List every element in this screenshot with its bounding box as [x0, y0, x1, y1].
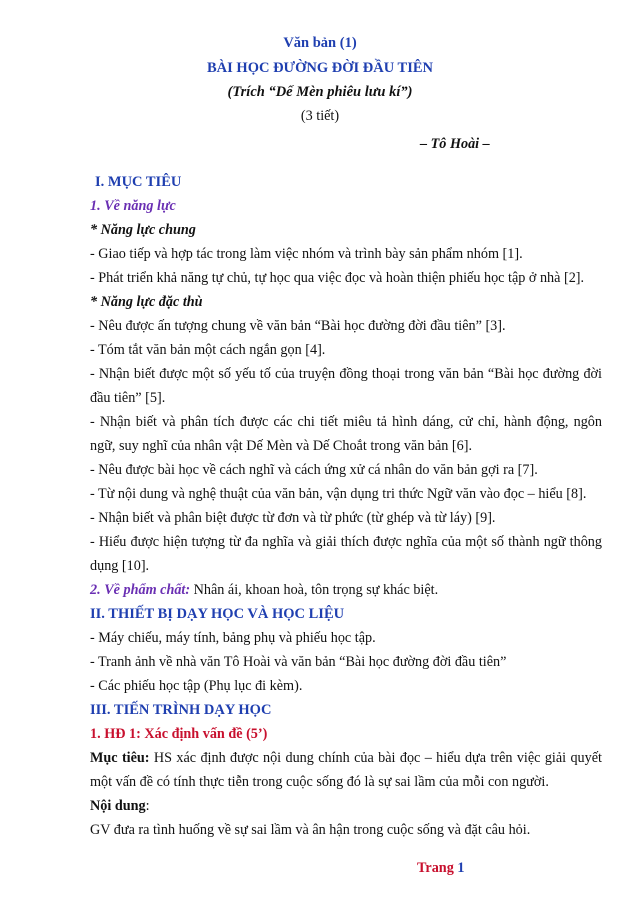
- list-item: - Hiểu được hiện tượng từ đa nghĩa và giải thích được nghĩa của một số thành ngữ thông dụng [10].: [90, 534, 602, 574]
- list-item: - Tóm tắt văn bản một cách ngắn gọn [4].: [90, 342, 326, 358]
- content-colon: :: [145, 798, 150, 814]
- section-heading-process: III. TIẾN TRÌNH DẠY HỌC: [90, 702, 272, 718]
- content-text: GV đưa ra tình huống về sự sai lầm và ân hận trong cuộc sống và đặt câu hỏi.: [90, 822, 531, 838]
- page-number: 1: [457, 860, 465, 876]
- subheading-quality: 2. Về phẩm chất:: [90, 582, 191, 598]
- list-item: - Nêu được bài học về cách nghĩ và cách ứng xử cá nhân do văn bản gợi ra [7].: [90, 462, 538, 478]
- section-heading-equipment: II. THIẾT BỊ DẠY HỌC VÀ HỌC LIỆU: [90, 606, 345, 622]
- list-item: - Máy chiếu, máy tính, bảng phụ và phiếu học tập.: [90, 630, 376, 646]
- text-title: BÀI HỌC ĐƯỜNG ĐỜI ĐẦU TIÊN: [207, 60, 433, 76]
- list-item: - Giao tiếp và hợp tác trong làm việc nhóm và trình bày sản phẩm nhóm [1].: [90, 246, 523, 262]
- list-item: - Phát triển khả năng tự chủ, tự học qua việc đọc và hoàn thiện phiếu học tập ở nhà [2].: [90, 270, 585, 286]
- goal-label: Mục tiêu:: [90, 750, 150, 766]
- subheading-specific-competence: * Năng lực đặc thù: [90, 294, 203, 310]
- list-item: - Nhận biết và phân biệt được từ đơn và từ phức (từ ghép và từ láy) [9].: [90, 510, 496, 526]
- goal-text: HS xác định được nội dung chính của bài đọc – hiểu dựa trên việc giải quyết một vấn đề có tính thực tiễn trong cuộc sống đó là sự sai lầm của mỗi con người.: [90, 750, 602, 790]
- content-label-line: [90, 794, 602, 818]
- subheading-competence: 1. Về năng lực: [90, 198, 176, 214]
- activity-heading: 1. HĐ 1: Xác định vấn đề (5’): [90, 726, 268, 742]
- quality-text: Nhân ái, khoan hoà, tôn trọng sự khác biệt.: [190, 582, 439, 598]
- list-item: - Nhận biết được một số yếu tố của truyện đồng thoại trong văn bản “Bài học đường đời đầu tiên” [5].: [90, 366, 602, 406]
- list-item: - Từ nội dung và nghệ thuật của văn bản, vận dụng tri thức Ngữ văn vào đọc – hiểu [8].: [90, 486, 587, 502]
- text-label: Văn bản (1): [283, 35, 357, 51]
- list-item: - Nhận biết và phân tích được các chi tiết miêu tả hình dáng, cử chỉ, hành động, ngôn ngữ, suy nghĩ của nhân vật Dế Mèn và Dế Choắt trong văn bản [6].: [90, 414, 602, 454]
- author: – Tô Hoài –: [420, 136, 490, 152]
- goal-paragraph: [90, 746, 602, 794]
- subheading-general-competence: * Năng lực chung: [90, 222, 196, 238]
- list-item: - Nêu được ấn tượng chung về văn bản “Bài học đường đời đầu tiên” [3].: [90, 318, 506, 334]
- list-item: - Các phiếu học tập (Phụ lục đi kèm).: [90, 678, 303, 694]
- page-footer: [417, 860, 464, 877]
- text-subtitle: (Trích “Dế Mèn phiêu lưu kí”): [227, 84, 413, 100]
- content-label: Nội dung: [90, 798, 146, 814]
- period-count: (3 tiết): [300, 108, 340, 124]
- section-heading-objectives: I. MỤC TIÊU: [95, 174, 182, 190]
- quality-line: [90, 578, 602, 602]
- page-label: Trang: [417, 860, 454, 876]
- list-item: - Tranh ảnh về nhà văn Tô Hoài và văn bản “Bài học đường đời đầu tiên”: [90, 654, 507, 670]
